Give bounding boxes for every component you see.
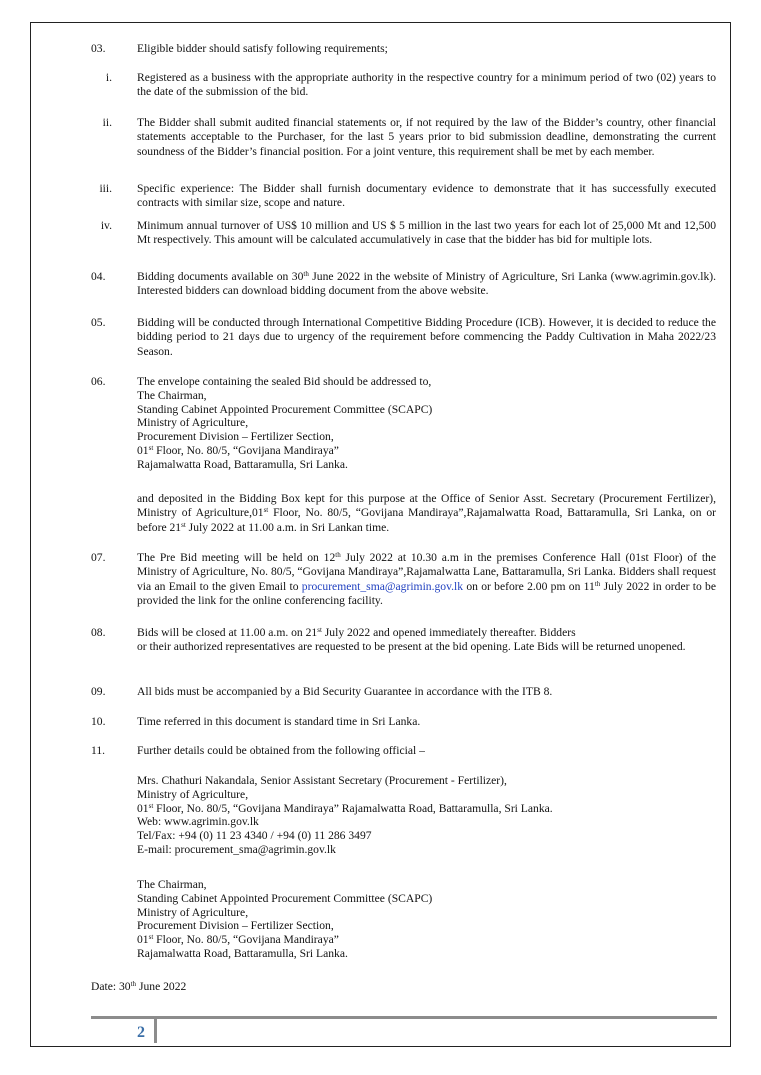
address-line: 01st Floor, No. 80/5, “Govijana Mandiraya” xyxy=(137,933,339,947)
item-iv-text: Minimum annual turnover of US$ 10 million and US $ 5 million in the last two years for each lot of 25,000 Mt and 12,500 Mt respectively. This amount will be calculated accumulatively in case that the bidder has bid for multiple lots. xyxy=(137,219,716,247)
item-iii-number: iii. xyxy=(99,182,112,195)
document-date: Date: 30th June 2022 xyxy=(91,980,187,993)
section-06-intro: The envelope containing the sealed Bid should be addressed to, xyxy=(137,375,432,388)
address-line: Ministry of Agriculture, xyxy=(137,905,249,919)
address-line: Procurement Division – Fertilizer Section, xyxy=(137,430,334,444)
address-line: Ministry of Agriculture, xyxy=(137,416,249,430)
section-09-number: 09. xyxy=(91,685,106,698)
section-10-number: 10. xyxy=(91,715,106,728)
address-line: Rajamalwatta Road, Battaramulla, Sri Lanka. xyxy=(137,457,348,471)
address-line: Standing Cabinet Appointed Procurement Committee (SCAPC) xyxy=(137,891,433,905)
page-number: 2 xyxy=(137,1024,145,1041)
section-06-deposit-text: and deposited in the Bidding Box kept for this purpose at the Office of Senior Asst. Secretary (Procurement Fertilizer), Ministry of Agriculture,01st Floor, No. 80/5, “Govijana Mandiraya”,Rajamalwatta Road, Battaramulla, Sri Lanka, on or before 21st July 2022 at 11.00 a.m. in Sri Lankan time. xyxy=(137,492,716,534)
contact-email: E-mail: procurement_sma@agrimin.gov.lk xyxy=(137,842,336,856)
address-line: The Chairman, xyxy=(137,878,207,891)
section-07-number: 07. xyxy=(91,551,106,564)
item-ii-number: ii. xyxy=(102,116,112,129)
contact-web: Web: www.agrimin.gov.lk xyxy=(137,815,259,829)
section-04-text: Bidding documents available on 30th June 2022 in the website of Ministry of Agriculture, Sri Lanka (www.agrimin.gov.lk). Interested bidders can download bidding document from the above website. xyxy=(137,270,716,298)
address-line: The Chairman, xyxy=(137,388,207,402)
address-line: Procurement Division – Fertilizer Section, xyxy=(137,919,334,933)
section-05-number: 05. xyxy=(91,316,106,329)
contact-line: 01st Floor, No. 80/5, “Govijana Mandiraya” Rajamalwatta Road, Battaramulla, Sri Lanka. xyxy=(137,801,553,815)
item-i-text: Registered as a business with the appropriate authority in the respective country for a minimum period of two (02) years to the date of the submission of the bid. xyxy=(137,71,716,99)
email-link[interactable]: procurement_sma@agrimin.gov.lk xyxy=(301,579,464,593)
section-04-number: 04. xyxy=(91,270,106,283)
item-i-number: i. xyxy=(105,71,112,84)
section-03-number: 03. xyxy=(91,42,106,55)
official-contact xyxy=(137,774,716,857)
address-line: Rajamalwatta Road, Battaramulla, Sri Lanka. xyxy=(137,946,348,960)
page-number-divider xyxy=(154,1019,157,1043)
section-06-address xyxy=(137,375,716,472)
section-11-intro: Further details could be obtained from the following official – xyxy=(137,744,425,757)
section-10-text: Time referred in this document is standard time in Sri Lanka. xyxy=(137,715,421,728)
section-06-number: 06. xyxy=(91,375,106,388)
section-08-number: 08. xyxy=(91,626,106,639)
footer-rule xyxy=(91,1016,717,1019)
section-03-text: Eligible bidder should satisfy following requirements; xyxy=(137,42,388,55)
section-09-text: All bids must be accompanied by a Bid Security Guarantee in accordance with the ITB 8. xyxy=(137,685,553,698)
section-07-text: The Pre Bid meeting will be held on 12th July 2022 at 10.30 a.m in the premises Conference Hall (01st Floor) of the Ministry of Agriculture, No. 80/5, “Govijana Mandiraya”,Rajamalwatta Lane, Battaramulla, Sri Lanka. Bidders shall request via an Email to the given Email to procurement_sma@agrimin.gov.lk on or before 2.00 pm on 11th July 2022 in order to be provided the link for the online conferencing facility. xyxy=(137,551,716,608)
section-11-number: 11. xyxy=(91,744,106,757)
contact-line: Ministry of Agriculture, xyxy=(137,787,249,801)
address-line: Standing Cabinet Appointed Procurement Committee (SCAPC) xyxy=(137,402,433,416)
chairman-address xyxy=(137,878,716,961)
item-iii-text: Specific experience: The Bidder shall furnish documentary evidence to demonstrate that it has successfully executed contracts with similar size, scope and nature. xyxy=(137,182,716,210)
address-line: 01st Floor, No. 80/5, “Govijana Mandiraya” xyxy=(137,443,339,457)
section-05-text: Bidding will be conducted through International Competitive Bidding Procedure (ICB). However, it is decided to reduce the bidding period to 21 days due to urgency of the requirement before commencing the Paddy Cultivation in Maha 2022/23 Season. xyxy=(137,316,716,358)
section-08-text: Bids will be closed at 11.00 a.m. on 21st July 2022 and opened immediately thereafter. Bidders or their authorized representatives are requested to be present at the bid opening. Late Bids will be returned unopened. xyxy=(137,626,686,654)
contact-phone: Tel/Fax: +94 (0) 11 23 4340 / +94 (0) 11 286 3497 xyxy=(137,829,372,843)
contact-line: Mrs. Chathuri Nakandala, Senior Assistant Secretary (Procurement - Fertilizer), xyxy=(137,774,507,787)
item-ii-text: The Bidder shall submit audited financial statements or, if not required by the law of the Bidder’s country, other financial statements acceptable to the Purchaser, for the last 5 years prior to bid submission deadline, demonstrating the current soundness of the Bidder’s financial position. For a joint venture, this requirement shall be met by each member. xyxy=(137,116,716,158)
item-iv-number: iv. xyxy=(100,219,112,232)
